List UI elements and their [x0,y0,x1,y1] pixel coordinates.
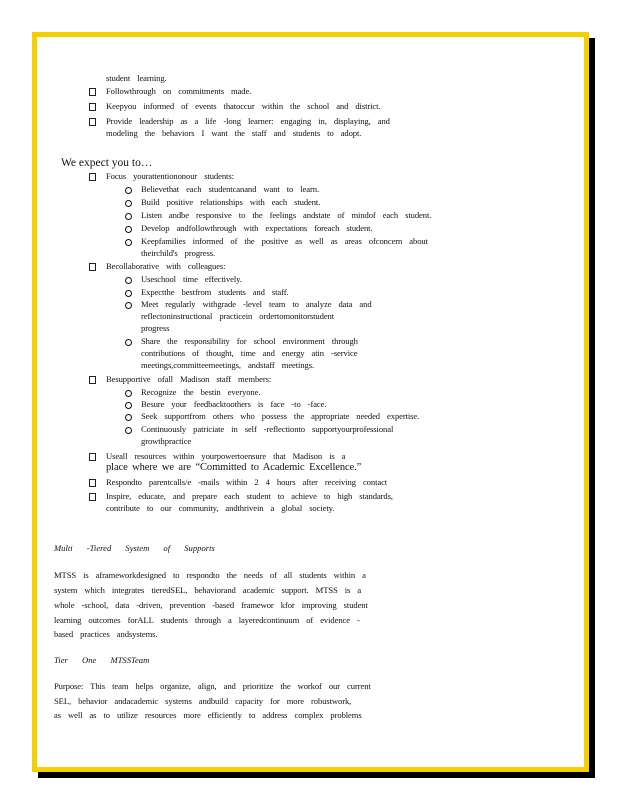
text-line: Share the responsibility for school environment through [141,336,358,346]
circle-bullet-icon [125,290,132,297]
square-bullet-icon [89,493,96,501]
text-line: system which integrates tieredSEL, behaviorand academic support. MTSS is a [54,585,362,595]
text-line: Believethat each studentcanand want to learn. [141,184,319,194]
square-bullet-icon [89,103,96,111]
circle-bullet-icon [125,302,132,309]
text-line: Seek supportfrom others who possess the appropriate needed expertise. [141,411,420,421]
section-title-mtss: Multi -Tiered System of Supports [54,543,215,553]
text-line: Becollaborative with colleagues: [106,261,226,271]
text-line: meetings,committeemeetings, andstaff meetings. [141,360,315,370]
text-line: Besupportive ofall Madison staff members: [106,374,272,384]
circle-bullet-icon [125,239,132,246]
text-line: Meet regularly withgrade -level team to analyze data and [141,299,372,309]
text-line: Keepyou informed of events thatoccur within the school and district. [106,101,381,111]
text-line: learning outcomes forALL students through a layeredcontinuum of evidence - [54,615,360,625]
text-line: Expectthe bestfrom students and staff. [141,287,289,297]
square-bullet-icon [89,88,96,96]
circle-bullet-icon [125,213,132,220]
text-line: student learning. [106,73,167,83]
expect-heading: We expect you to… [61,157,153,169]
square-bullet-icon [89,376,96,384]
text-line: based practices andsystems. [54,629,158,639]
text-line: Listen andbe responsive to the feelings andstate of mindof each student. [141,210,432,220]
text-line: Useall resources within yourpowertoensure that Madison is a [106,451,346,461]
text-line: contributions of thought, time and energy atin -service [141,348,358,358]
square-bullet-icon [89,453,96,461]
circle-bullet-icon [125,187,132,194]
text-line: Recognize the bestin everyone. [141,387,261,397]
text-line: theirchild's progress. [141,248,216,258]
circle-bullet-icon [125,414,132,421]
text-line: contribute to our community, andthrivein a global society. [106,503,335,513]
text-line: SEL, behavior andacademic systems andbuild capacity for more robustwork, [54,696,352,706]
circle-bullet-icon [125,339,132,346]
text-line: whole -school, data -driven, prevention -based framewor kfor improving student [54,600,368,610]
circle-bullet-icon [125,390,132,397]
text-line: Continuously patriciate in self -reflectionto supportyourprofessional [141,424,394,434]
text-line: Develop andfollowthrough with expectations foreach student. [141,223,373,233]
text-line: Purpose: This team helps organize, align, and prioritize the workof our current [54,681,371,691]
text-line: Inspire, educate, and prepare each student to achieve to high standards, [106,491,393,501]
section-title-tier-one: Tier One MTSSTeam [54,655,150,665]
text-line: Keepfamilies informed of the positive as well as areas ofconcern about [141,236,428,246]
text-line: Useschool time effectively. [141,274,242,284]
square-bullet-icon [89,263,96,271]
text-line: modeling the behaviors I want the staff and students to adopt. [106,128,362,138]
text-line: Provide leadership as a life -long learner: engaging in, displaying, and [106,116,390,126]
circle-bullet-icon [125,226,132,233]
text-line: Focus yourattentiononour students: [106,171,234,181]
text-line: Besure your feedbacktoothers is face -to -face. [141,399,327,409]
text-line: Respondto parentcalls/e -mails within 2 4 hours after receiving contact [106,477,388,487]
text-line: as well as to utilize resources more efficiently to address complex problems [54,710,362,720]
text-line: Followthrough on commitments made. [106,86,252,96]
circle-bullet-icon [125,402,132,409]
circle-bullet-icon [125,200,132,207]
circle-bullet-icon [125,277,132,284]
text-line: progress [141,323,170,333]
text-line: Build positive relationships with each student. [141,197,321,207]
square-bullet-icon [89,173,96,181]
text-line: reflectoninstructional practicein ordertomonitorstudent [141,311,335,321]
circle-bullet-icon [125,427,132,434]
committed-line: place where we are “Committed to Academic Excellence.” [106,462,362,473]
text-line: growthpractice [141,436,192,446]
square-bullet-icon [89,118,96,126]
square-bullet-icon [89,479,96,487]
text-line: MTSS is aframeworkdesigned to respondto the needs of all students within a [54,570,366,580]
